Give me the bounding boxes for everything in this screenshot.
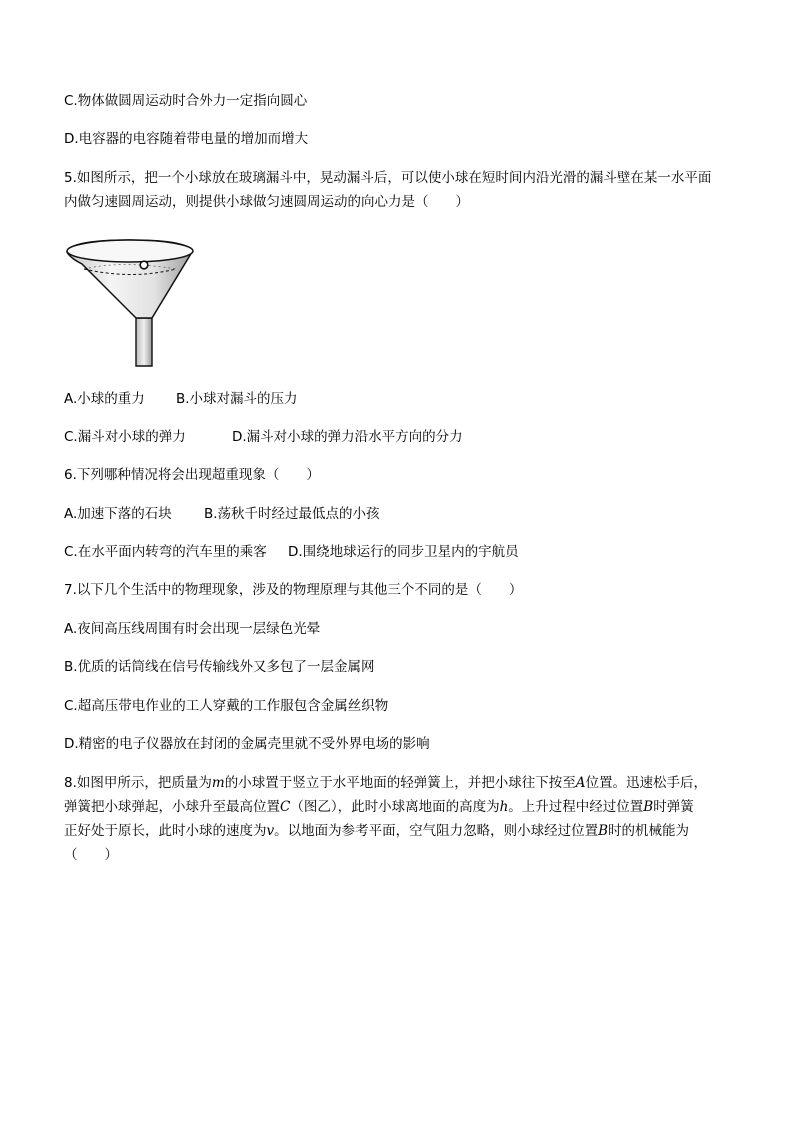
q8-stem-line-3: [64, 822, 689, 840]
q8-text: 位置。迅速松手后，: [585, 775, 707, 791]
q4-option-d: D.电容器的电容随着带电量的增加而增大: [64, 131, 309, 147]
q7-option-a: A.夜间高压线周围有时会出现一层绿色光晕: [64, 621, 321, 637]
q8-var-b: B: [598, 823, 609, 839]
q8-var-m: m: [211, 775, 225, 791]
q6-option-b: B.荡秋千时经过最低点的小孩: [204, 506, 380, 522]
q7-option-d: D.精密的电子仪器放在封闭的金属壳里就不受外界电场的影响: [64, 736, 430, 752]
q5-option-c: C.漏斗对小球的弹力: [64, 429, 186, 445]
q8-text: （图乙），此时小球离地面的高度为: [290, 799, 500, 815]
funnel-figure: [62, 236, 198, 370]
q4-option-c: C.物体做圆周运动时合外力一定指向圆心: [64, 93, 308, 109]
q8-answer-blank: （ ）: [64, 847, 118, 863]
q6-option-d: D.围绕地球运行的同步卫星内的宇航员: [288, 544, 519, 560]
q8-text: 时的机械能为: [608, 823, 690, 839]
q6-options-row-2: [64, 543, 519, 561]
q8-var-b: B: [643, 799, 654, 815]
q7-stem: 7.以下几个生活中的物理现象，涉及的物理原理与其他三个不同的是（ ）: [64, 582, 523, 598]
q5-stem-line-1: 5.如图所示，把一个小球放在玻璃漏斗中，晃动漏斗后，可以使小球在短时间内沿光滑的漏斗壁在某一水平面: [64, 170, 712, 186]
q6-options-row-1: [64, 505, 380, 523]
q8-text: 正好处于原长，此时小球的速度为: [64, 823, 267, 839]
q5-stem-line-2: 内做匀速圆周运动，则提供小球做匀速圆周运动的向心力是（ ）: [64, 194, 469, 210]
q8-text: 。以地面为参考平面，空气阻力忽略，则小球经过位置: [274, 823, 599, 839]
q6-stem: 6.下列哪种情况将会出现超重现象（ ）: [64, 467, 320, 483]
q8-stem-line-2: [64, 798, 694, 816]
q5-option-d: D.漏斗对小球的弹力沿水平方向的分力: [232, 429, 463, 445]
q8-var-v: v: [266, 823, 275, 839]
q7-option-c: C.超高压带电作业的工人穿戴的工作服包含金属丝织物: [64, 698, 389, 714]
q8-var-c: C: [280, 799, 291, 815]
q7-option-b: B.优质的话筒线在信号传输线外又多包了一层金属网: [64, 659, 375, 675]
q5-options-row-1: [64, 390, 298, 408]
q8-var-a: A: [575, 775, 586, 791]
q5-options-row-2: [64, 428, 463, 446]
q8-text: 。上升过程中经过位置: [508, 799, 644, 815]
q6-option-c: C.在水平面内转弯的汽车里的乘客: [64, 544, 267, 560]
q8-text: 时弹簧: [653, 799, 694, 815]
q8-text: 弹簧把小球弹起，小球升至最高位置: [64, 799, 280, 815]
q5-option-a: A.小球的重力: [64, 391, 145, 407]
q6-option-a: A.加速下落的石块: [64, 506, 172, 522]
q8-var-h: h: [499, 799, 509, 815]
q8-text: 8.如图甲所示，把质量为: [64, 775, 212, 791]
q8-text: 的小球置于竖立于水平地面的轻弹簧上，并把小球往下按至: [224, 775, 576, 791]
q8-stem-line-1: [64, 774, 707, 792]
q5-option-b: B.小球对漏斗的压力: [176, 391, 298, 407]
